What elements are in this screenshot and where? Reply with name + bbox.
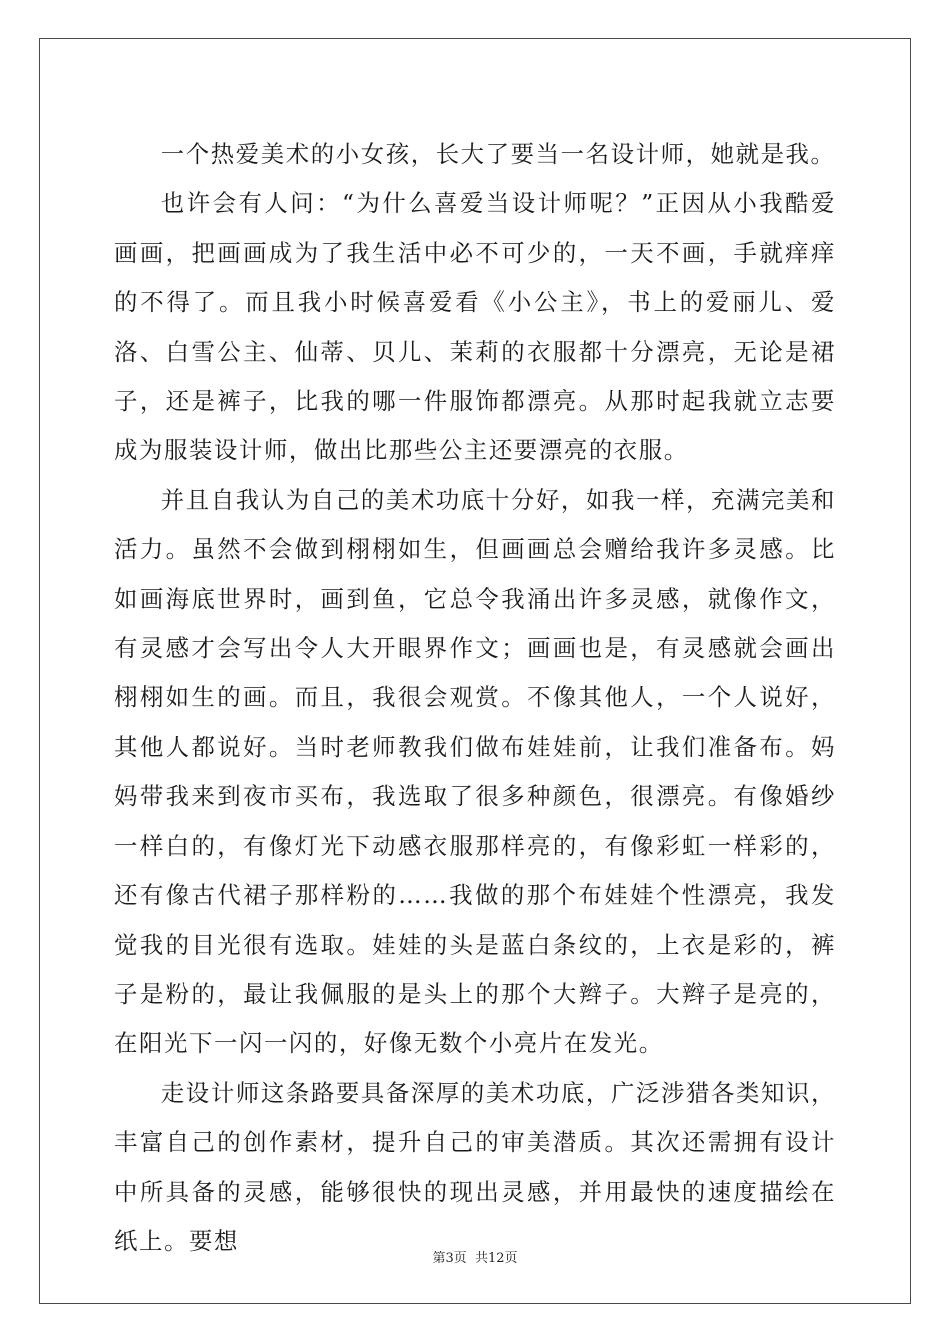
paragraph-3: 并且自我认为自己的美术功底十分好，如我一样，充满完美和活力。虽然不会做到栩栩如生，但画画总会赠给我许多灵感。比如画海底世界时，画到鱼，它总令我涌出许多灵感，就像作文，有灵感才会写出令人大开眼界作文；画画也是，有灵感就会画出栩栩如生的画。而且，我很会观赏。不像其他人，一个人说好，其他人都说好。当时老师教我们做布娃娃前，让我们准备布。妈妈带我来到夜市买布，我选取了很多种颜色，很漂亮。有像婚纱一样白的，有像灯光下动感衣服那样亮的，有像彩虹一样彩的，还有像古代裙子那样粉的……我做的那个布娃娃个性漂亮，我发觉我的目光很有选取。娃娃的头是蓝白条纹的，上衣是彩的，裤子是粉的，最让我佩服的是头上的那个大辫子。大辫子是亮的，在阳光下一闪一闪的，好像无数个小亮片在发光。: [114, 485, 836, 1058]
page-footer: [0, 1247, 950, 1266]
document-body: [114, 130, 836, 1266]
paragraph-4: 走设计师这条路要具备深厚的美术功底，广泛涉猎各类知识，丰富自己的创作素材，提升自己的审美潜质。其次还需拥有设计中所具备的灵感，能够很快的现出灵感，并用最快的速度描绘在纸上。要想: [114, 1078, 836, 1255]
paragraph-1: 一个热爱美术的小女孩，长大了要当一名设计师，她就是我。: [160, 140, 836, 168]
current-page-number: 第3页: [432, 1251, 467, 1266]
paragraph-2: 也许会有人问：“为什么喜爱当设计师呢？”正因从小我酷爱画画，把画画成为了我生活中必不可少的，一天不画，手就痒痒的不得了。而且我小时候喜爱看《小公主》，书上的爱丽儿、爱洛、白雪公主、仙蒂、贝儿、茉莉的衣服都十分漂亮，无论是裙子，还是裤子，比我的哪一件服饰都漂亮。从那时起我就立志要成为服装设计师，做出比那些公主还要漂亮的衣服。: [114, 189, 836, 465]
total-page-count: 共12页: [474, 1251, 518, 1266]
